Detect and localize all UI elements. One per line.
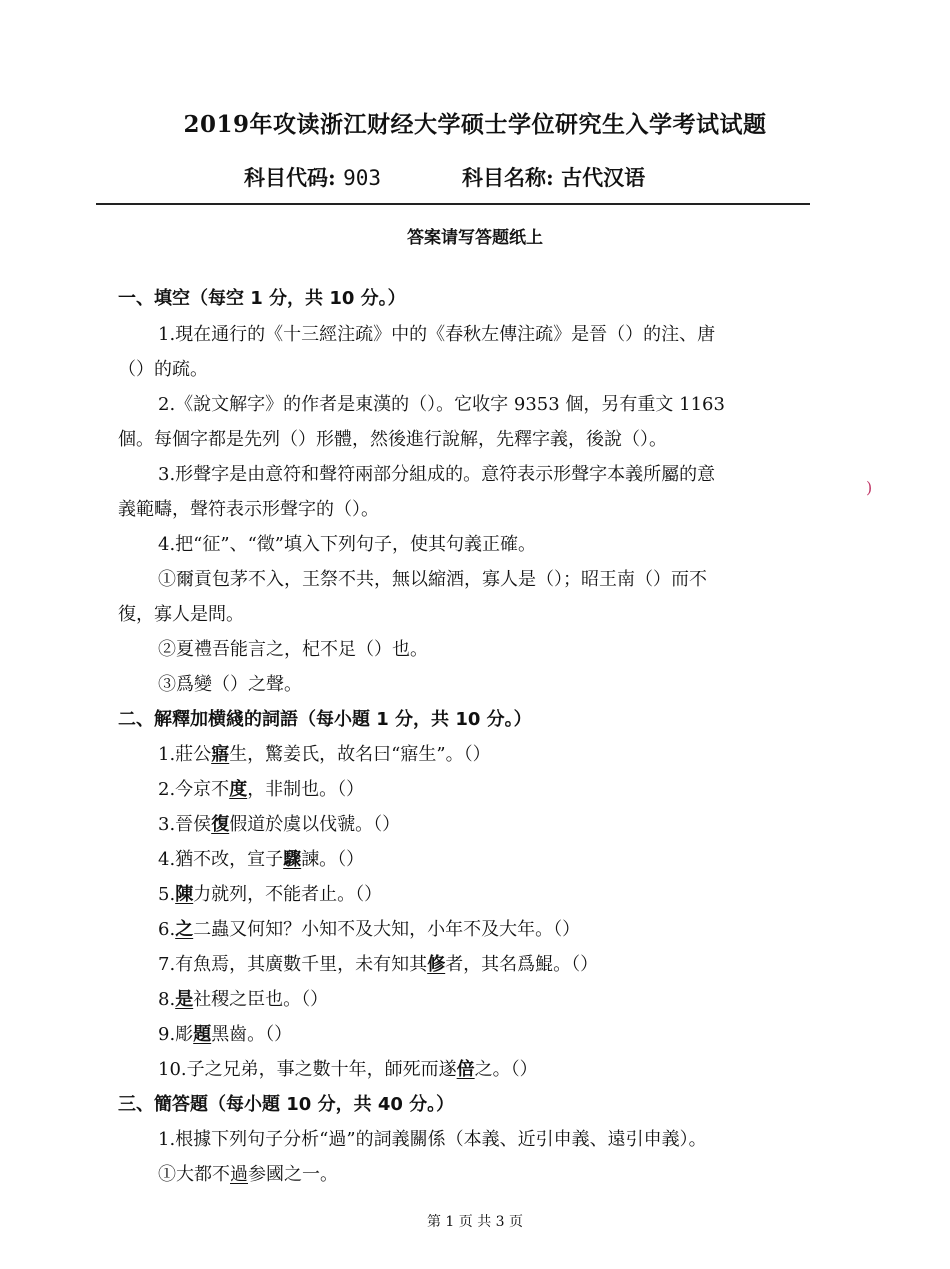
s2-item-5: 5.陳力就列，不能者止。（）: [158, 884, 383, 905]
subject-name-value: 古代汉语: [561, 165, 646, 190]
underlined-word: 復: [211, 814, 230, 835]
underlined-word: 之: [175, 919, 194, 940]
subject-code-label: 科目代码:: [244, 165, 336, 190]
s2-item-3: 3.晉侯復假道於虞以伐虢。（）: [158, 814, 401, 835]
exam-title: 2019年攻读浙江财经大学硕士学位研究生入学考试试题: [183, 111, 767, 138]
s1-q1-line2: （）的疏。: [118, 359, 208, 380]
s3-q1a: ①大都不過参國之一。: [158, 1164, 338, 1185]
subject-name-label: 科目名称:: [462, 165, 554, 190]
section-3-heading: 三、簡答題（每小題 10 分，共 40 分。）: [118, 1094, 455, 1115]
s2-item-7: 7.有魚焉，其廣數千里，未有知其修者，其名爲鯤。（）: [158, 954, 599, 975]
underlined-word: 陳: [175, 884, 194, 905]
header-divider: [96, 203, 810, 205]
s2-item-8: 8.是社稷之臣也。（）: [158, 989, 329, 1010]
s1-q1-line1: 1.現在通行的《十三經注疏》中的《春秋左傳注疏》是晉（）的注、唐: [158, 324, 716, 345]
margin-mark: ): [866, 478, 873, 497]
s2-item-10: 10.子之兄弟，事之數十年，師死而遂倍之。（）: [158, 1059, 538, 1080]
s1-q2-line1: 2.《說文解字》的作者是東漢的（）。它收字 9353 個，另有重文 1163: [158, 394, 725, 415]
s1-q3-line2: 義範疇，聲符表示形聲字的（）。: [118, 499, 379, 520]
answer-instruction: 答案请写答题纸上: [407, 228, 543, 248]
underlined-word: 倍: [456, 1059, 475, 1080]
s3-q1: 1.根據下列句子分析“過”的詞義關係（本義、近引申義、遠引申義）。: [158, 1129, 707, 1150]
underlined-word: 驟: [283, 849, 302, 870]
underlined-word: 寤: [211, 744, 230, 765]
page-footer: 第 1 页 共 3 页: [426, 1214, 524, 1230]
s1-q4: 4.把“征”、“徵”填入下列句子，使其句義正確。: [158, 534, 536, 555]
s1-q4a-line1: ①爾貢包茅不入，王祭不共，無以縮酒，寡人是（）；昭王南（）而不: [158, 569, 707, 590]
s2-item-4: 4.猶不改，宣子驟諫。（）: [158, 849, 365, 870]
s2-item-6: 6.之二蟲又何知？小知不及大知，小年不及大年。（）: [158, 919, 581, 940]
underlined-word: 修: [427, 954, 446, 975]
subject-name: [462, 162, 645, 192]
underlined-word: 過: [230, 1164, 248, 1185]
section-1-heading: 一、填空（每空 1 分，共 10 分。）: [118, 288, 406, 309]
underlined-word: 度: [229, 779, 248, 800]
section-2-heading: 二、解釋加横綫的詞語（每小題 1 分，共 10 分。）: [118, 709, 532, 730]
subject-code: [244, 162, 381, 192]
s2-item-1: 1.莊公寤生，驚姜氏，故名曰“寤生”。（）: [158, 744, 491, 765]
s1-q4b: ②夏禮吾能言之，杞不足（）也。: [158, 639, 428, 660]
s1-q4a-line2: 復，寡人是問。: [118, 604, 244, 625]
underlined-word: 題: [193, 1024, 212, 1045]
s2-item-9: 9.彫題黑齒。（）: [158, 1024, 293, 1045]
s1-q3-line1: 3.形聲字是由意符和聲符兩部分組成的。意符表示形聲字本義所屬的意: [158, 464, 716, 485]
s1-q2-line2: 個。每個字都是先列（）形體，然後進行說解，先釋字義，後說（）。: [118, 429, 667, 450]
s1-q4c: ③爲變（）之聲。: [158, 674, 302, 695]
s2-item-2: 2.今京不度，非制也。（）: [158, 779, 365, 800]
subject-code-value: 903: [343, 166, 382, 190]
underlined-word: 是: [175, 989, 194, 1010]
